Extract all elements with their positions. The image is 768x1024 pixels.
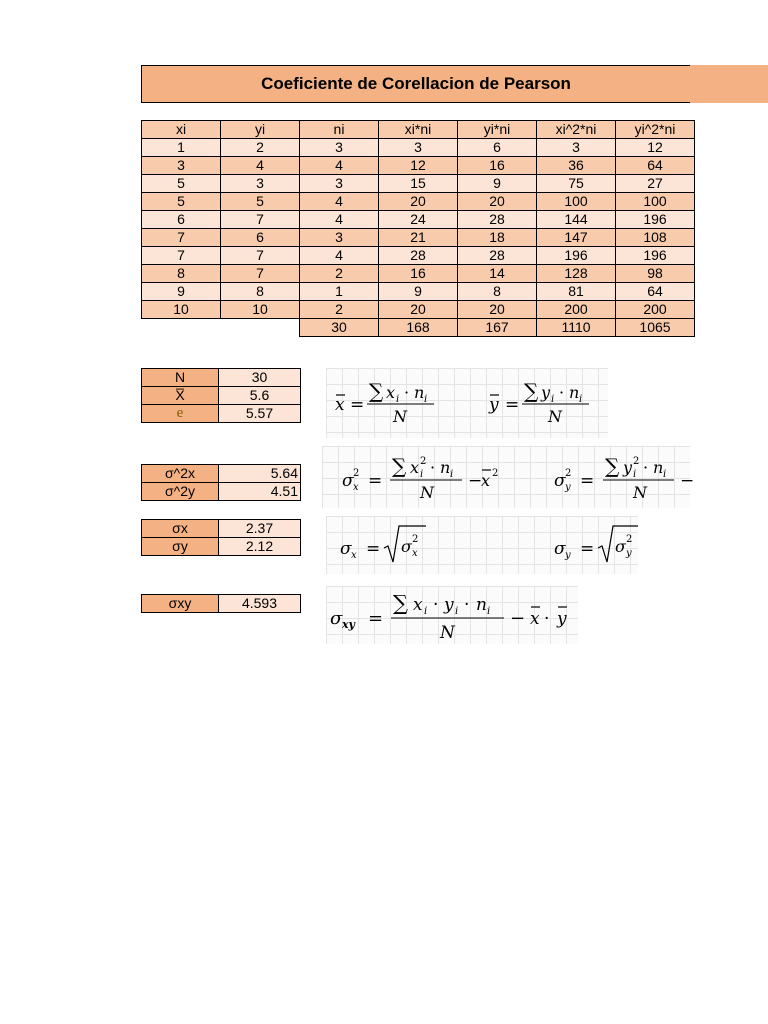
formula-dot: · [544, 609, 550, 629]
std-dev-x-value[interactable]: 2.37 [219, 520, 301, 538]
table-cell[interactable]: 1 [300, 283, 379, 301]
total-cell[interactable]: 1110 [537, 319, 616, 337]
table-row [142, 157, 695, 175]
covariance-formula [326, 586, 578, 644]
table-row [142, 265, 695, 283]
table-cell[interactable]: 200 [616, 301, 695, 319]
formula-subscript: x [412, 548, 418, 559]
table-cell[interactable]: 6 [142, 211, 221, 229]
variance-y-label[interactable]: σ^2y [142, 483, 219, 501]
stat-row [142, 520, 301, 538]
table-cell[interactable]: 9 [379, 283, 458, 301]
table-row [142, 211, 695, 229]
std-dev-table [141, 519, 301, 556]
formula-sigma: σ [340, 539, 352, 559]
table-cell[interactable]: 36 [537, 157, 616, 175]
formula-sigma: σ [401, 537, 412, 556]
table-cell[interactable]: 7 [221, 211, 300, 229]
formula-x-bar: x [530, 609, 540, 629]
covariance-formula-image [326, 586, 578, 644]
table-cell[interactable]: 3 [221, 175, 300, 193]
formula-big-n: N [440, 623, 455, 643]
formula-x-bar: x [481, 471, 491, 490]
mean-x-formula [335, 379, 434, 426]
table-cell[interactable]: 20 [458, 193, 537, 211]
column-header[interactable]: xi*ni [379, 121, 458, 139]
formula-subscript: i [455, 606, 459, 617]
table-cell[interactable]: 9 [458, 175, 537, 193]
table-cell[interactable]: 14 [458, 265, 537, 283]
table-cell[interactable]: 8 [458, 283, 537, 301]
formula-equals: = [505, 395, 520, 415]
stat-row [142, 465, 301, 483]
formula-sigma: σ [342, 471, 354, 491]
formula-sum-symbol: ∑ [524, 379, 539, 403]
formula-dot: · [464, 595, 470, 615]
variance-formula-image [322, 446, 695, 508]
table-cell[interactable]: 100 [616, 193, 695, 211]
table-cell[interactable]: 16 [458, 157, 537, 175]
formula-subscript: i [420, 469, 424, 480]
table-cell[interactable]: 64 [616, 157, 695, 175]
stat-row [142, 538, 301, 556]
formula-y: y [623, 458, 633, 477]
summary-table [141, 368, 301, 423]
mean-x-label[interactable]: X̅ [142, 387, 219, 405]
totals-row [142, 319, 695, 337]
formula-subscript: i [579, 394, 583, 405]
table-cell[interactable]: 1 [142, 139, 221, 157]
table-cell[interactable]: 64 [616, 283, 695, 301]
table-cell[interactable]: 3 [379, 139, 458, 157]
formula-subscript: xy [342, 618, 355, 631]
formula-sum-symbol: ∑ [393, 591, 408, 615]
stat-row [142, 387, 301, 405]
variance-table [141, 464, 301, 501]
variance-x-formula [342, 454, 498, 502]
formula-equals: = [580, 471, 595, 491]
table-cell[interactable]: 3 [300, 175, 379, 193]
formula-x-bar: x [335, 395, 345, 415]
table-row [142, 175, 695, 193]
formula-subscript: x [353, 482, 359, 493]
std-dev-formula [326, 516, 638, 574]
table-cell[interactable]: 196 [616, 247, 695, 265]
table-cell[interactable]: 4 [300, 193, 379, 211]
table-cell[interactable]: 28 [458, 211, 537, 229]
table-header-row [142, 121, 695, 139]
table-cell[interactable]: 20 [458, 301, 537, 319]
total-cell[interactable]: 167 [458, 319, 537, 337]
table-cell[interactable]: 18 [458, 229, 537, 247]
std-dev-y-value[interactable]: 2.12 [219, 538, 301, 556]
formula-sigma: σ [554, 539, 566, 559]
formula-subscript: i [663, 469, 667, 480]
formula-superscript: 2 [492, 468, 499, 479]
formula-y-bar: y [489, 395, 499, 415]
table-cell[interactable]: 4 [300, 211, 379, 229]
table-cell[interactable]: 20 [379, 301, 458, 319]
table-cell[interactable]: 4 [300, 247, 379, 265]
table-cell[interactable]: 2 [221, 139, 300, 157]
formula-y: y [444, 595, 454, 615]
formula-big-n: N [393, 407, 407, 426]
mean-x-value[interactable]: 5.6 [219, 387, 301, 405]
table-cell[interactable]: 7 [142, 247, 221, 265]
table-cell[interactable]: 7 [142, 229, 221, 247]
formula-sum-symbol: ∑ [392, 454, 407, 478]
formula-subscript: i [487, 606, 491, 617]
column-header[interactable]: yi^2*ni [616, 121, 695, 139]
e-label[interactable]: e [142, 405, 219, 423]
mean-formula-image [326, 368, 608, 438]
table-cell[interactable]: 8 [221, 283, 300, 301]
formula-dot: · [559, 383, 565, 402]
std-dev-y-label[interactable]: σy [142, 538, 219, 556]
formula-n: n [653, 458, 664, 477]
mean-formula [326, 368, 608, 438]
table-cell[interactable]: 196 [537, 247, 616, 265]
variance-y-value[interactable]: 4.51 [219, 483, 301, 501]
empty-cell [142, 319, 221, 337]
formula-dot: · [643, 458, 649, 477]
table-cell[interactable]: 28 [379, 247, 458, 265]
column-header[interactable]: xi^2*ni [537, 121, 616, 139]
formula-superscript: 2 [420, 456, 427, 467]
n-label[interactable]: N [142, 369, 219, 387]
data-table [141, 120, 695, 337]
stat-row [142, 369, 301, 387]
table-cell[interactable]: 147 [537, 229, 616, 247]
table-row [142, 283, 695, 301]
formula-big-n: N [420, 483, 434, 502]
formula-subscript: i [633, 469, 637, 480]
formula-minus: − [680, 471, 695, 491]
table-cell[interactable]: 16 [379, 265, 458, 283]
table-cell[interactable]: 3 [300, 139, 379, 157]
formula-superscript: 2 [353, 468, 360, 479]
table-cell[interactable]: 12 [616, 139, 695, 157]
table-cell[interactable]: 98 [616, 265, 695, 283]
table-cell[interactable]: 6 [458, 139, 537, 157]
formula-equals: = [350, 395, 365, 415]
formula-dot: · [404, 383, 410, 402]
formula-subscript: i [424, 394, 428, 405]
formula-superscript: 2 [633, 456, 640, 467]
formula-n: n [414, 383, 425, 402]
table-cell[interactable]: 81 [537, 283, 616, 301]
formula-sigma: σ [330, 608, 343, 629]
formula-subscript: y [565, 550, 571, 561]
table-cell[interactable]: 9 [142, 283, 221, 301]
table-cell[interactable]: 200 [537, 301, 616, 319]
formula-sigma: σ [554, 471, 566, 491]
table-row [142, 229, 695, 247]
table-cell[interactable]: 5 [221, 193, 300, 211]
formula-equals: = [368, 608, 384, 629]
table-cell[interactable]: 6 [221, 229, 300, 247]
covariance-value[interactable]: 4.593 [219, 595, 301, 613]
table-cell[interactable]: 4 [300, 157, 379, 175]
std-dev-y-formula [554, 526, 638, 562]
table-row [142, 301, 695, 319]
mean-y-formula [488, 379, 589, 426]
formula-subscript: x [351, 550, 357, 561]
stat-row [142, 595, 301, 613]
total-cell[interactable]: 168 [379, 319, 458, 337]
table-row [142, 139, 695, 157]
table-cell[interactable]: 5 [142, 193, 221, 211]
column-header[interactable]: yi [221, 121, 300, 139]
page-title: Coeficiente de Corellacion de Pearson [141, 65, 690, 103]
table-cell[interactable]: 27 [616, 175, 695, 193]
table-cell[interactable]: 144 [537, 211, 616, 229]
table-cell[interactable]: 108 [616, 229, 695, 247]
std-dev-formula-image [326, 516, 638, 574]
table-cell[interactable]: 2 [300, 265, 379, 283]
table-cell[interactable]: 8 [142, 265, 221, 283]
formula-superscript: 2 [565, 468, 572, 479]
table-cell[interactable]: 128 [537, 265, 616, 283]
formula-dot: · [430, 458, 436, 477]
table-cell[interactable]: 75 [537, 175, 616, 193]
formula-n: n [440, 458, 451, 477]
stat-row [142, 483, 301, 501]
formula-subscript: i [424, 606, 428, 617]
table-cell[interactable]: 10 [142, 301, 221, 319]
variance-formula [322, 446, 695, 508]
formula-equals: = [368, 471, 383, 491]
column-header[interactable]: yi*ni [458, 121, 537, 139]
formula-superscript: 2 [626, 534, 633, 545]
table-cell[interactable]: 12 [379, 157, 458, 175]
formula-subscript: y [626, 548, 632, 559]
formula-subscript: y [565, 482, 571, 493]
table-cell[interactable]: 24 [379, 211, 458, 229]
formula-sum-symbol: ∑ [369, 379, 384, 403]
e-value[interactable]: 5.57 [219, 405, 301, 423]
covariance-table [141, 594, 301, 613]
table-cell[interactable]: 5 [142, 175, 221, 193]
formula-y: y [541, 383, 551, 402]
formula-dot: · [433, 595, 439, 615]
formula-equals: = [366, 539, 381, 559]
n-value[interactable]: 30 [219, 369, 301, 387]
formula-big-n: N [548, 407, 562, 426]
table-cell[interactable]: 3 [142, 157, 221, 175]
formula-sigma: σ [615, 537, 626, 556]
empty-cell [221, 319, 300, 337]
formula-minus: − [510, 608, 526, 629]
formula-n: n [569, 383, 580, 402]
table-row [142, 193, 695, 211]
table-cell[interactable]: 21 [379, 229, 458, 247]
formula-x: x [386, 383, 396, 402]
table-cell[interactable]: 7 [221, 247, 300, 265]
formula-subscript: i [396, 394, 400, 405]
table-cell[interactable]: 15 [379, 175, 458, 193]
formula-big-n: N [633, 483, 647, 502]
formula-sum-symbol: ∑ [605, 454, 620, 478]
table-cell[interactable]: 4 [221, 157, 300, 175]
std-dev-x-formula [340, 526, 426, 562]
table-cell[interactable]: 3 [537, 139, 616, 157]
variance-y-formula [554, 454, 694, 502]
column-header[interactable]: xi [142, 121, 221, 139]
covariance-label[interactable]: σxy [142, 595, 219, 613]
table-cell[interactable]: 10 [221, 301, 300, 319]
total-cell[interactable]: 1065 [616, 319, 695, 337]
table-cell[interactable]: 20 [379, 193, 458, 211]
formula-y-bar: y [557, 609, 567, 629]
variance-x-label[interactable]: σ^2x [142, 465, 219, 483]
formula-minus: − [468, 471, 483, 491]
formula-subscript: i [551, 394, 555, 405]
variance-x-value[interactable]: 5.64 [219, 465, 301, 483]
table-cell[interactable]: 28 [458, 247, 537, 265]
table-cell[interactable]: 7 [221, 265, 300, 283]
table-cell[interactable]: 2 [300, 301, 379, 319]
table-cell[interactable]: 196 [616, 211, 695, 229]
table-cell[interactable]: 3 [300, 229, 379, 247]
column-header[interactable]: ni [300, 121, 379, 139]
total-cell[interactable]: 30 [300, 319, 379, 337]
formula-superscript: 2 [412, 534, 419, 545]
table-row [142, 247, 695, 265]
stat-row [142, 405, 301, 423]
std-dev-x-label[interactable]: σx [142, 520, 219, 538]
formula-x: x [410, 458, 420, 477]
formula-equals: = [580, 539, 595, 559]
formula-n: n [476, 595, 487, 615]
formula-x: x [413, 595, 423, 615]
title-bar-extension [690, 65, 768, 103]
formula-subscript: i [450, 469, 454, 480]
table-cell[interactable]: 100 [537, 193, 616, 211]
